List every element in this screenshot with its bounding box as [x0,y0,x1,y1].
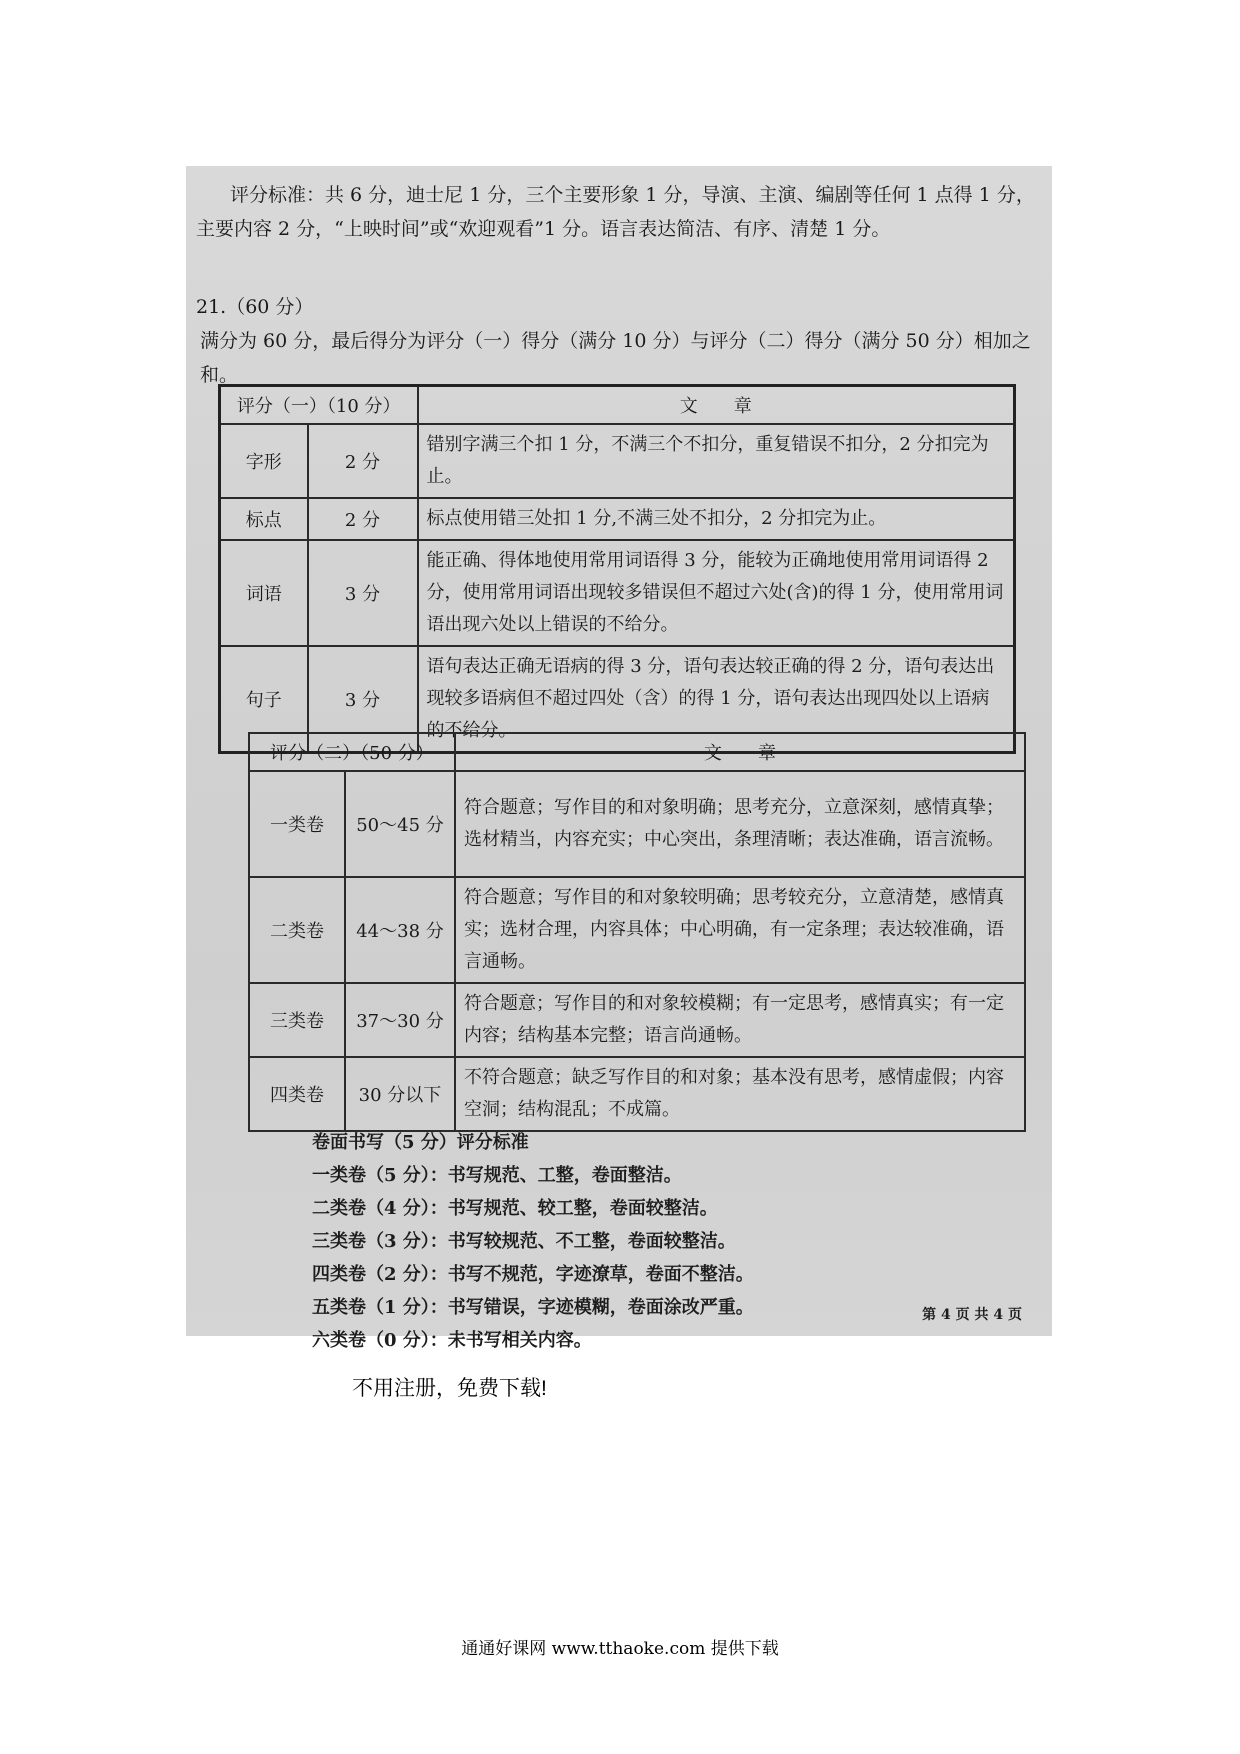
table-row [220,424,1015,498]
rubric-table-one [218,384,1016,754]
row-category: 词语 [220,540,308,646]
scanned-photo [186,166,1052,1351]
table1-header-right: 文 章 [418,386,1015,425]
scoring-intro: 评分标准：共 6 分，迪士尼 1 分，三个主要形象 1 分，导演、主演、编剧等任何 1 点得 1 分，主要内容 2 分，“上映时间”或“欢迎观看”1 分。语言表达简洁、有序、清楚 1 分。 [196,184,1035,240]
list-item: 六类卷（0 分）：未书写相关内容。 [312,1330,592,1351]
row-points: 37～30 分 [345,983,455,1057]
list-item: 三类卷（3 分）：书写较规范、不工整，卷面较整洁。 [312,1231,736,1252]
row-description: 语句表达正确无语病的得 3 分，语句表达较正确的得 2 分，语句表达出现较多语病但不超过四处（含）的得 1 分，语句表达出现四处以上语病的不给分。 [418,646,1015,753]
row-description: 不符合题意；缺乏写作目的和对象；基本没有思考，感情虚假；内容空洞；结构混乱；不成篇。 [455,1057,1025,1131]
row-points: 50～45 分 [345,771,455,877]
row-category: 标点 [220,498,308,540]
row-category: 字形 [220,424,308,498]
question-label: 21.（60 分） [196,296,314,318]
handwriting-title: 卷面书写（5 分）评分标准 [312,1132,529,1153]
row-category: 四类卷 [249,1057,345,1131]
table-row [220,540,1015,646]
full-score-text: 满分为 60 分，最后得分为评分（一）得分（满分 10 分）与评分（二）得分（满分 50 分）相加之和。 [200,330,1031,386]
row-points: 3 分 [308,540,418,646]
list-item: 二类卷（4 分）：书写规范、较工整，卷面较整洁。 [312,1198,718,1219]
row-points: 2 分 [308,498,418,540]
table2-header-left: 评分（二）（50 分） [249,733,455,771]
row-description: 能正确、得体地使用常用词语得 3 分，能较为正确地使用常用词语得 2 分，使用常用词语出现较多错误但不超过六处(含)的得 1 分，使用常用词语出现六处以上错误的不给分。 [418,540,1015,646]
table-row [249,877,1025,983]
rubric-table-two [248,732,1026,1132]
table2-header-right: 文 章 [455,733,1025,771]
page-number: 第 4 页 共 4 页 [922,1307,1022,1323]
row-category: 句子 [220,646,308,753]
table-row [249,983,1025,1057]
row-description: 符合题意；写作目的和对象较模糊；有一定思考，感情真实；有一定内容；结构基本完整；语言尚通畅。 [455,983,1025,1057]
table-row [249,771,1025,877]
row-description: 符合题意；写作目的和对象明确；思考充分，立意深刻，感情真挚；选材精当，内容充实；中心突出，条理清晰；表达准确，语言流畅。 [455,771,1025,877]
row-description: 符合题意；写作目的和对象较明确；思考较充分，立意清楚，感情真实；选材合理，内容具体；中心明确，有一定条理；表达较准确，语言通畅。 [455,877,1025,983]
handwriting-criteria [312,1126,754,1357]
site-footer: 通通好课网 www.tthaoke.com 提供下载 [461,1639,779,1659]
table-row [220,498,1015,540]
row-category: 一类卷 [249,771,345,877]
row-points: 30 分以下 [345,1057,455,1131]
row-category: 二类卷 [249,877,345,983]
row-category: 三类卷 [249,983,345,1057]
download-caption: 不用注册，免费下载! [352,1377,547,1400]
list-item: 一类卷（5 分）：书写规范、工整，卷面整洁。 [312,1165,682,1186]
list-item: 五类卷（1 分）：书写错误，字迹模糊，卷面涂改严重。 [312,1297,754,1318]
row-points: 44～38 分 [345,877,455,983]
row-description: 标点使用错三处扣 1 分,不满三处不扣分，2 分扣完为止。 [418,498,1015,540]
row-description: 错别字满三个扣 1 分，不满三个不扣分，重复错误不扣分，2 分扣完为止。 [418,424,1015,498]
row-points: 2 分 [308,424,418,498]
row-points: 3 分 [308,646,418,753]
list-item: 四类卷（2 分）：书写不规范，字迹潦草，卷面不整洁。 [312,1264,754,1285]
table-row [249,1057,1025,1131]
table1-header-left: 评分（一）（10 分） [220,386,418,425]
